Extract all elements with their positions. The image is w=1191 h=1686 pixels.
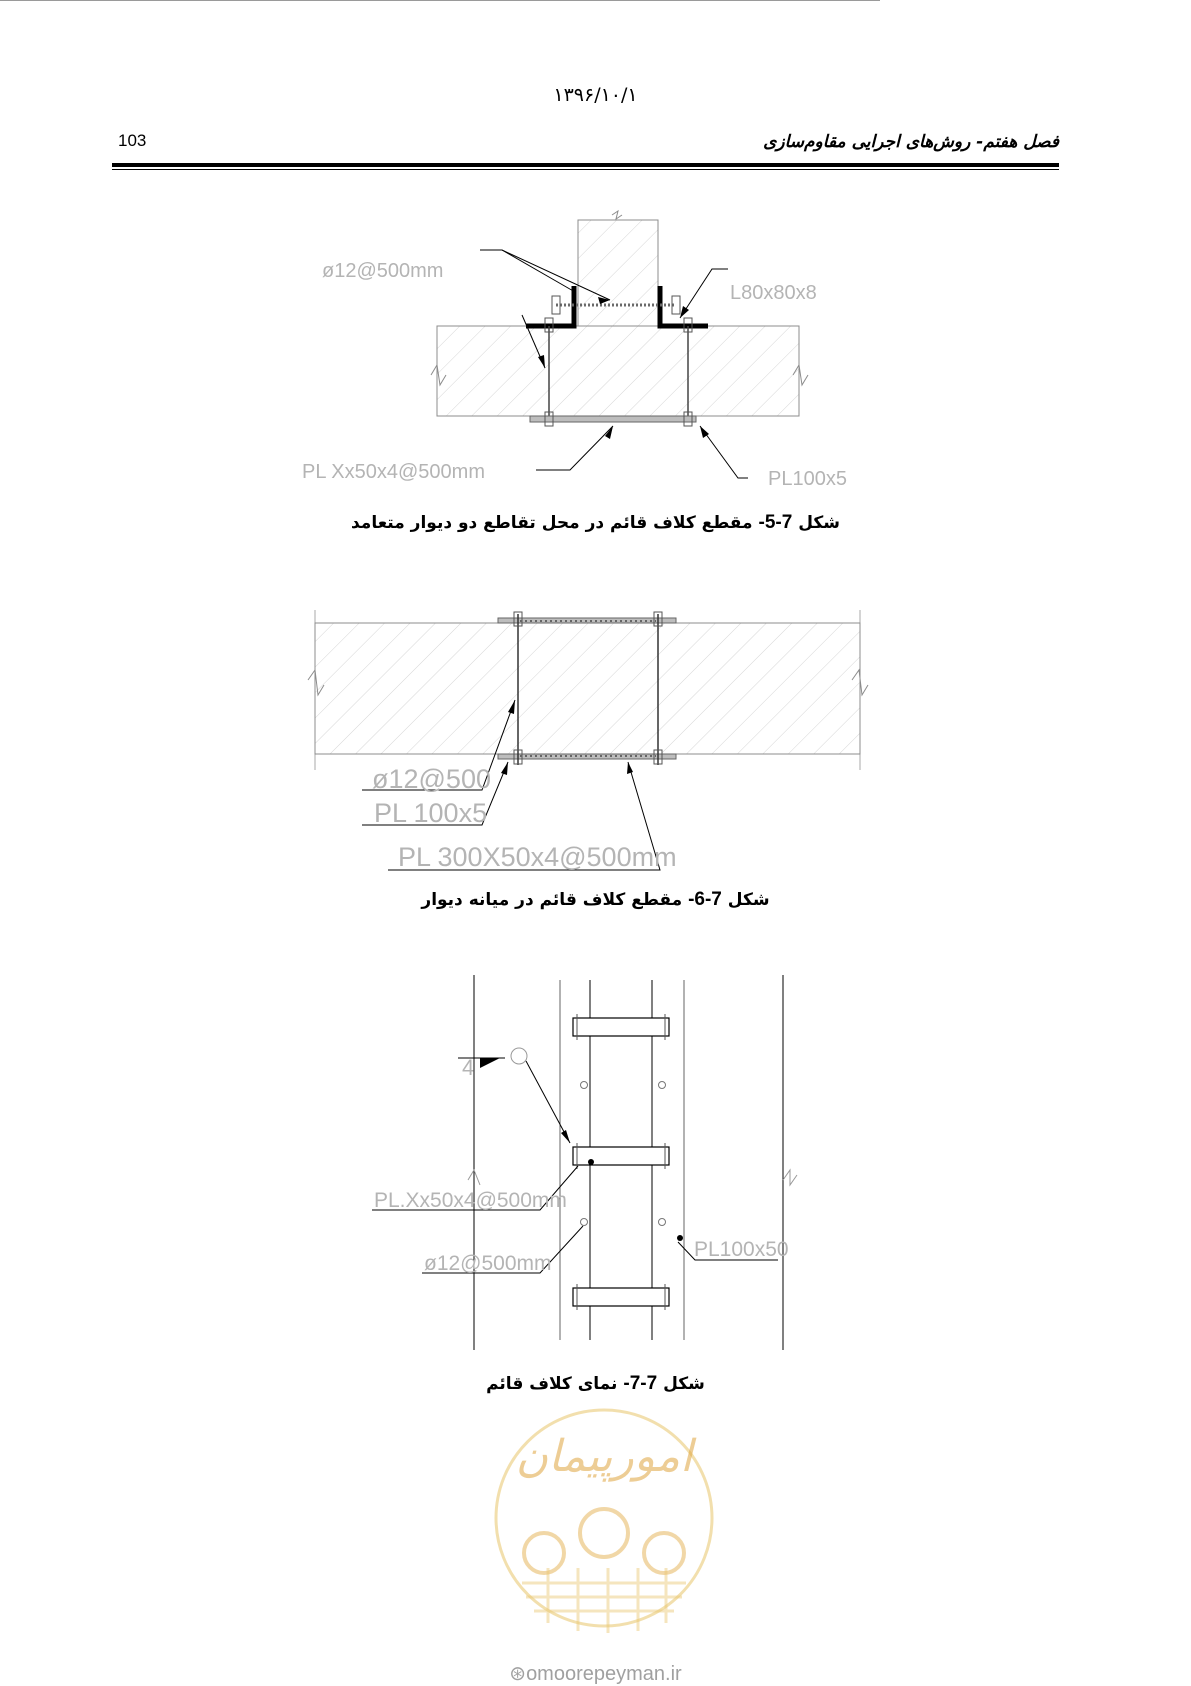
chapter-title: فصل هفتم- روش‌های اجرایی مقاوم‌سازی	[763, 132, 1059, 152]
at-icon: ⊛	[509, 1663, 527, 1685]
figure-7-7-drawing	[0, 970, 1191, 1350]
figure-7-5-caption: شکل 7-5- مقطع کلاف قائم در محل تقاطع دو دیوار متعامد	[350, 512, 841, 533]
label-plate-6: PL 300X50x4@500mm	[398, 842, 677, 872]
top-rule	[0, 0, 880, 1]
label-rebar-7: ø12@500mm	[424, 1252, 552, 1275]
label-angle-5: L80x80x8	[730, 282, 817, 304]
label-pl100-6: PL 100x5	[374, 798, 488, 828]
document-date: ۱۳۹۶/۱۰/۱	[553, 84, 638, 106]
label-rebar-5: ø12@500mm	[322, 260, 444, 282]
label-plate-7: PL.Xx50x4@500mm	[374, 1189, 567, 1212]
header-rule-thin	[112, 169, 1059, 170]
figure-7-7-caption: شکل 7-7- نمای کلاف قائم	[486, 1373, 705, 1394]
label-pl100-5: PL100x5	[768, 468, 847, 490]
website-watermark: ⊛omoorepeyman.ir	[509, 1663, 682, 1685]
header-rule-thick	[112, 163, 1059, 167]
logo-script-text: امورپیمان	[515, 1431, 693, 1482]
figure-7-6-caption: شکل 7-6- مقطع کلاف قائم در میانه دیوار	[421, 889, 770, 910]
label-plate-5: PL Xx50x4@500mm	[302, 461, 485, 483]
figure-7-6-drawing	[0, 600, 1191, 890]
label-weld-7: 4	[462, 1055, 475, 1080]
label-rebar-6: ø12@500	[372, 764, 491, 794]
watermark-logo	[488, 1393, 720, 1643]
page-number: 103	[118, 131, 147, 150]
label-pl100-7: PL100x50	[694, 1238, 789, 1261]
figure-7-5-drawing	[0, 200, 1191, 490]
